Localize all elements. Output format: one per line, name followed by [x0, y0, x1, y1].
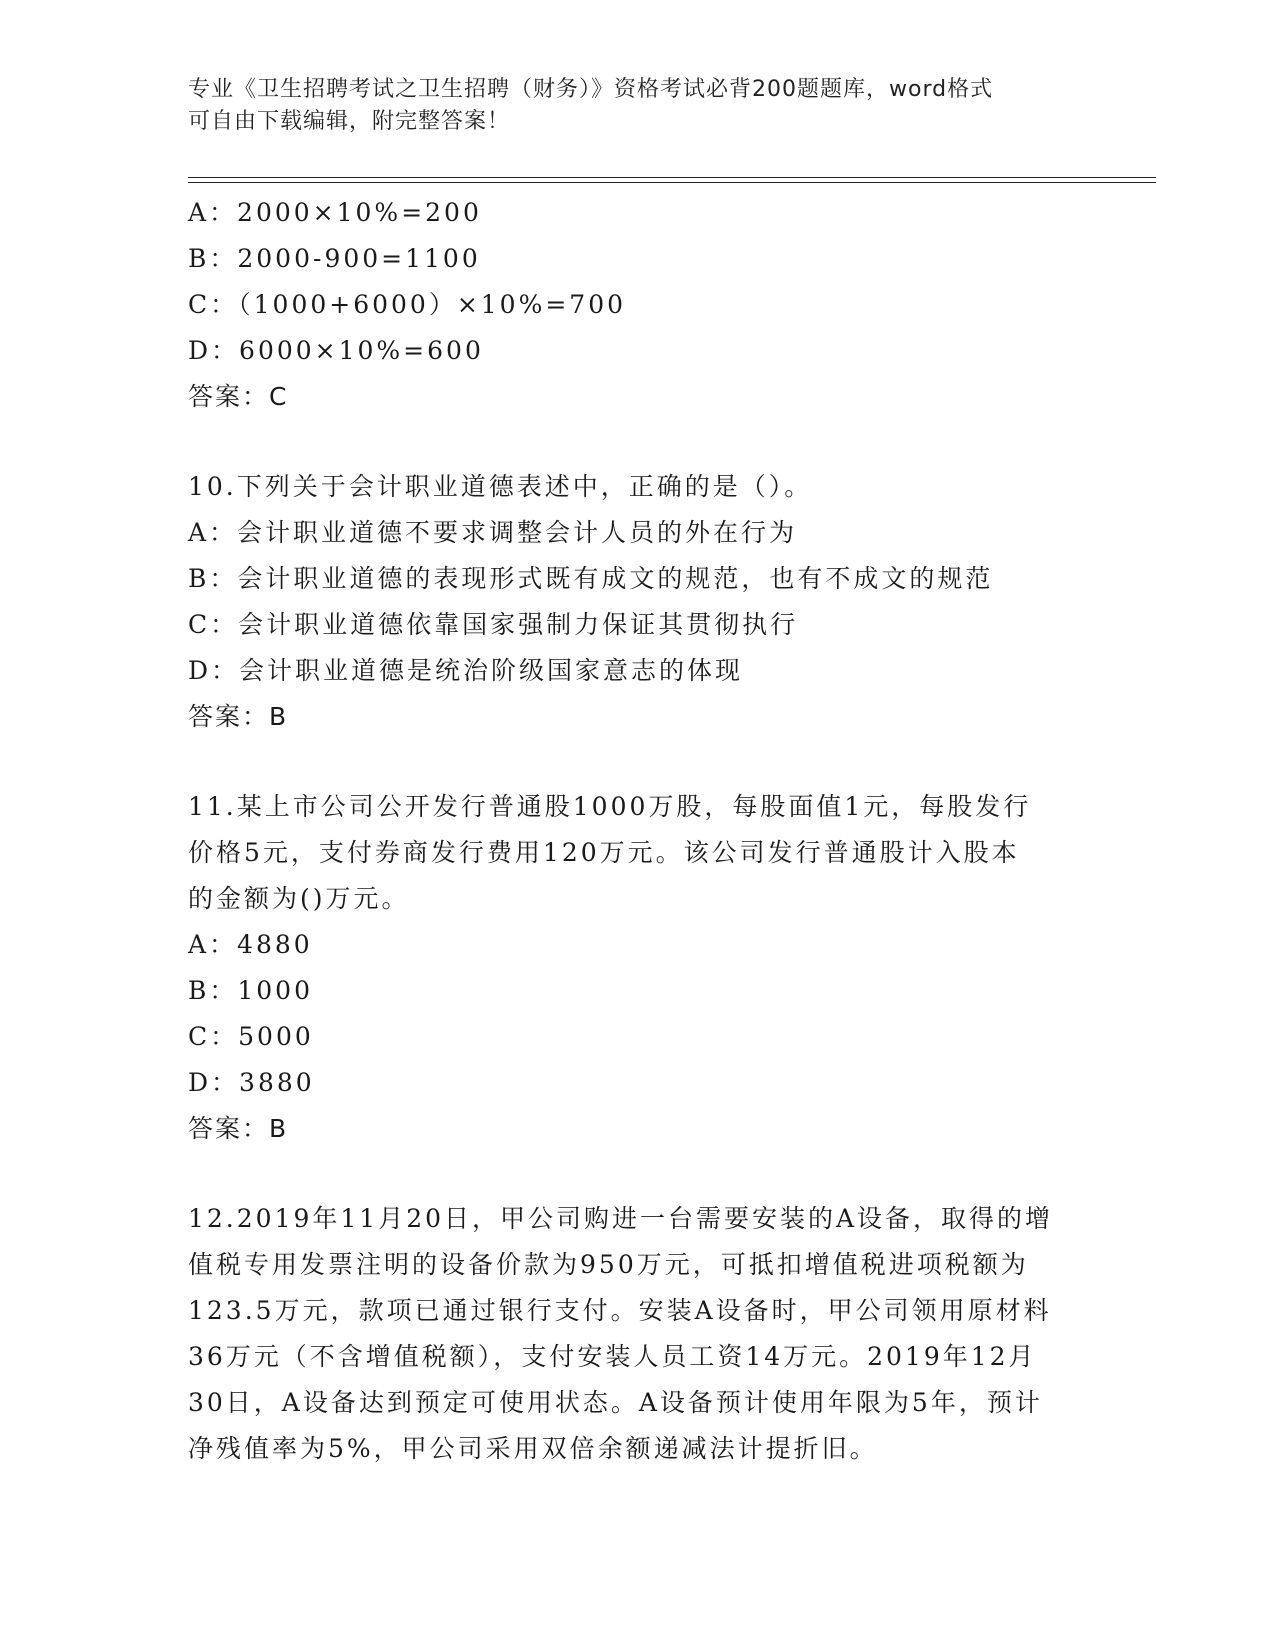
- option-b: B：1000: [188, 976, 313, 1005]
- option-d: D：6000×10%=600: [188, 336, 484, 365]
- option-c: C：（1000+6000）×10%=700: [188, 290, 627, 319]
- question-text-line-1: 11.某上市公司公开发行普通股1000万股，每股面值1元，每股发行: [188, 792, 1032, 821]
- question-text-line-4: 36万元（不含增值税额），支付安装人员工资14万元。2019年12月: [188, 1342, 1037, 1371]
- document-body: [188, 190, 1088, 1472]
- question-12-block: [188, 1196, 1088, 1472]
- question-text-line-2: 价格5元，支付券商发行费用120万元。该公司发行普通股计入股本: [188, 838, 1020, 867]
- question-text-line-3: 123.5万元，款项已通过银行支付。安装A设备时，甲公司领用原材料: [188, 1296, 1052, 1325]
- question-10-block: [188, 464, 1088, 740]
- question-text-line-2: 值税专用发票注明的设备价款为950万元，可抵扣增值税进项税额为: [188, 1250, 1029, 1279]
- header-divider-top: [188, 177, 1156, 178]
- question-text-line-3: 的金额为()万元。: [188, 884, 410, 913]
- header-line-1: 专业《卫生招聘考试之卫生招聘（财务）》资格考试必背200题题库，word格式: [188, 77, 994, 102]
- option-a: A：2000×10%=200: [188, 198, 482, 227]
- option-b: B：2000-900=1100: [188, 244, 481, 273]
- option-d: D：3880: [188, 1068, 315, 1097]
- option-a: A：4880: [188, 930, 313, 959]
- header-line-2: 可自由下载编辑，附完整答案！: [188, 109, 511, 134]
- question-text: 10.下列关于会计职业道德表述中，正确的是（）。: [188, 472, 813, 501]
- question-11-block: [188, 784, 1088, 1152]
- document-header: [188, 74, 1068, 138]
- option-b: B：会计职业道德的表现形式既有成文的规范，也有不成文的规范: [188, 564, 994, 593]
- answer-line: 答案：C: [188, 382, 289, 411]
- question-text-line-6: 净残值率为5%，甲公司采用双倍余额递减法计提折旧。: [188, 1434, 878, 1463]
- question-text-line-5: 30日，A设备达到预定可使用状态。A设备预计使用年限为5年，预计: [188, 1388, 1043, 1417]
- header-divider-bottom: [188, 182, 1156, 183]
- option-c: C：会计职业道德依靠国家强制力保证其贯彻执行: [188, 610, 799, 639]
- question-text-line-1: 12.2019年11月20日，甲公司购进一台需要安装的A设备，取得的增: [188, 1204, 1054, 1233]
- answer-line: 答案：B: [188, 702, 289, 731]
- option-d: D：会计职业道德是统治阶级国家意志的体现: [188, 656, 744, 685]
- option-c: C：5000: [188, 1022, 314, 1051]
- question-9-block: [188, 190, 1088, 420]
- option-a: A：会计职业道德不要求调整会计人员的外在行为: [188, 518, 798, 547]
- answer-line: 答案：B: [188, 1114, 289, 1143]
